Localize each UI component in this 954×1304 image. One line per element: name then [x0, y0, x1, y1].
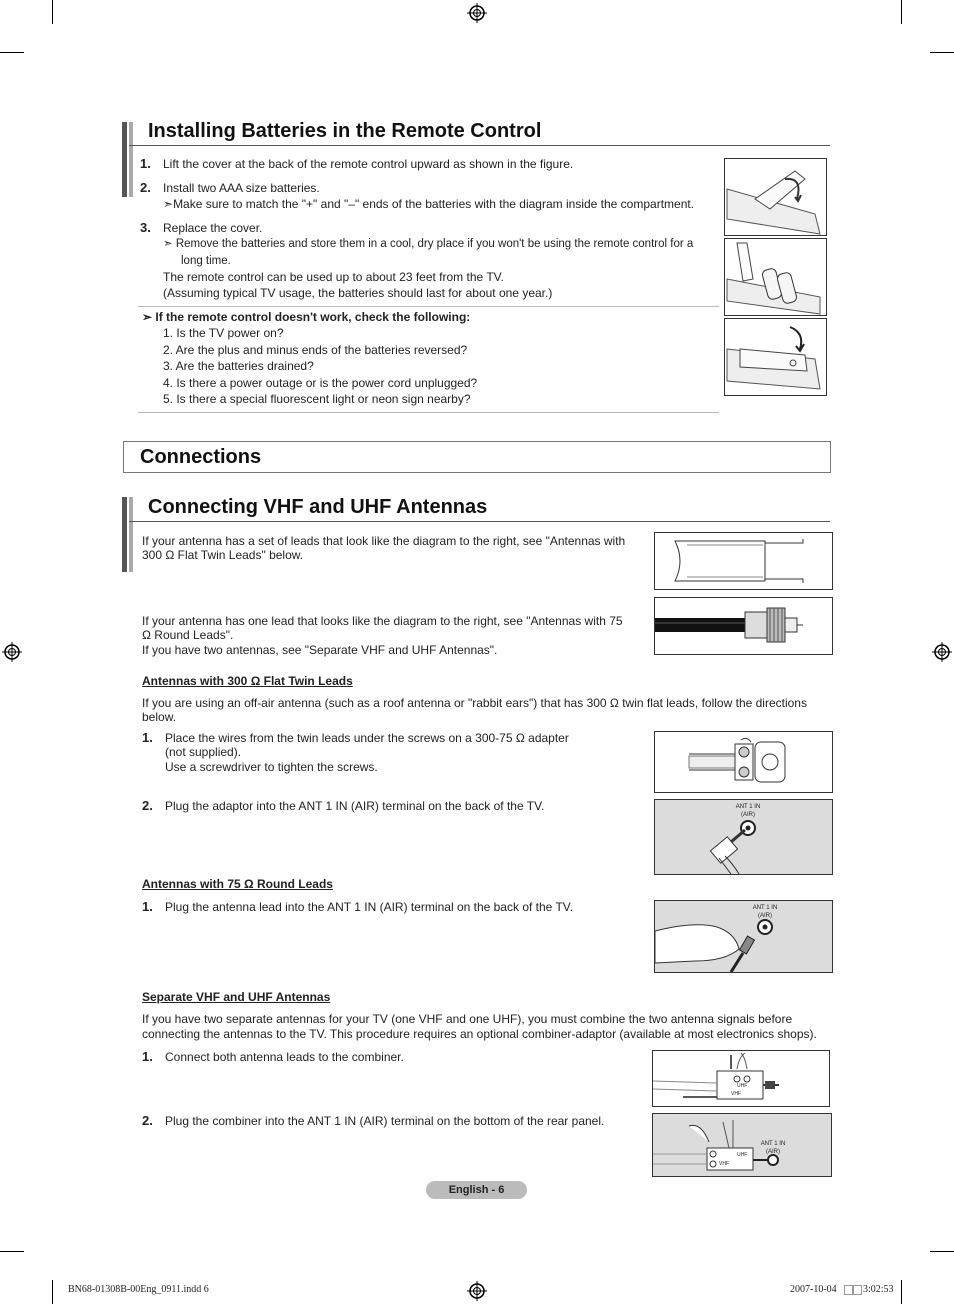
- section-bar: [122, 497, 127, 572]
- step-note: long time.: [181, 255, 231, 267]
- step-text: Plug the combiner into the ANT 1 IN (AIR) terminal on the bottom of the rear panel.: [165, 1114, 605, 1128]
- crop-mark: [901, 0, 902, 24]
- remote-icon: [725, 319, 826, 395]
- remote-batteries-figure: [724, 238, 827, 316]
- figure-label: ANT 1 IN (AIR): [735, 804, 761, 818]
- crop-mark: [52, 1280, 53, 1304]
- registration-mark-icon: [467, 3, 487, 23]
- paragraph: connecting the antennas to the TV. This procedure requires an optional combiner-adaptor (available at most electronics shops).: [142, 1027, 817, 1041]
- section-title: Connecting VHF and UHF Antennas: [148, 496, 488, 518]
- step-number: 1.: [140, 156, 151, 171]
- time-slug: 3:02:53: [863, 1284, 894, 1295]
- section-title: Installing Batteries in the Remote Control: [148, 120, 542, 142]
- remote-cover-figure: [724, 158, 827, 236]
- combiner-figure: [652, 1050, 830, 1107]
- step-text: Install two AAA size batteries.: [163, 181, 320, 195]
- list-item: 2. Are the plus and minus ends of the batteries reversed?: [163, 343, 468, 357]
- list-item: 4. Is there a power outage or is the power cord unplugged?: [163, 376, 478, 390]
- ant-terminal-figure: [654, 900, 833, 973]
- combiner-plug-icon: [653, 1114, 831, 1176]
- arrow-icon: ➣: [142, 310, 156, 324]
- step-extra: The remote control can be used up to about 23 feet from the TV.: [163, 270, 504, 284]
- intro-text: If your antenna has one lead that looks like the diagram to the right, see "Antennas with 75: [142, 614, 623, 628]
- step-number: 1.: [142, 730, 153, 745]
- adapter-figure: [654, 731, 833, 793]
- step-note: ➣Make sure to match the "+" and "–" ends of the batteries with the diagram inside the compartment.: [163, 197, 695, 211]
- list-item: 5. Is there a special fluorescent light or neon sign nearby?: [163, 392, 471, 406]
- battery-icon: [725, 239, 826, 315]
- step-text: Replace the cover.: [163, 221, 263, 235]
- paragraph: below.: [142, 710, 177, 724]
- step-number: 2.: [140, 180, 151, 195]
- arrow-icon: ➣: [163, 197, 174, 211]
- divider: [138, 306, 719, 307]
- figure-label: UHF: [737, 1083, 748, 1089]
- remote-replace-figure: [724, 318, 827, 396]
- list-item: 3. Are the batteries drained?: [163, 359, 314, 373]
- step-text: (not supplied).: [165, 745, 242, 759]
- step-text: Connect both antenna leads to the combiner.: [165, 1050, 404, 1064]
- figure-label: UHF: [737, 1152, 748, 1158]
- step-note: ➣ Remove the batteries and store them in a cool, dry place if you won't be using the remote control for a: [163, 238, 694, 250]
- figure-label: ANT 1 IN (AIR): [760, 1141, 786, 1155]
- registration-mark-icon: [467, 1281, 487, 1301]
- adapter-icon: [655, 732, 832, 792]
- step-text: Plug the adaptor into the ANT 1 IN (AIR) terminal on the back of the TV.: [165, 799, 545, 813]
- step-number: 1.: [142, 1049, 153, 1064]
- round-lead-figure: [654, 597, 833, 655]
- combiner-ant-figure: [652, 1113, 832, 1177]
- registration-mark-icon: [2, 642, 22, 662]
- intro-text: If your antenna has a set of leads that look like the diagram to the right, see "Antennas with: [142, 534, 626, 548]
- subsection-title: Antennas with 75 Ω Round Leads: [142, 877, 333, 891]
- date-slug: 2007-10-04: [790, 1284, 837, 1295]
- section-bar: [122, 122, 127, 197]
- step-number: 2.: [142, 1113, 153, 1128]
- intro-text: 300 Ω Flat Twin Leads" below.: [142, 548, 304, 562]
- crop-mark: [930, 1251, 954, 1252]
- paragraph: If you are using an off-air antenna (such as a roof antenna or "rabbit ears") that has 300 Ω twin flat leads, follow the directions: [142, 696, 807, 710]
- check-title: ➣ If the remote control doesn't work, check the following:: [142, 310, 471, 324]
- coax-cable-icon: [655, 598, 832, 654]
- glyph-box-icon: [844, 1285, 853, 1295]
- step-number: 3.: [140, 220, 151, 235]
- section-rule: [129, 521, 830, 522]
- glyph-box-icon: [853, 1285, 862, 1295]
- subsection-title: Antennas with 300 Ω Flat Twin Leads: [142, 674, 353, 688]
- file-slug: BN68-01308B-00Eng_0911.indd 6: [68, 1284, 209, 1295]
- section-title: Connections: [140, 446, 262, 468]
- step-number: 2.: [142, 798, 153, 813]
- crop-mark: [52, 0, 53, 24]
- step-extra: (Assuming typical TV usage, the batteries should last for about one year.): [163, 286, 553, 300]
- section-bar: [129, 122, 133, 197]
- paragraph: If you have two separate antennas for your TV (one VHF and one UHF), you must combine the two antenna signals before: [142, 1012, 793, 1026]
- page-number-badge: English - 6: [426, 1181, 527, 1199]
- section-rule: [129, 145, 830, 146]
- combiner-icon: [653, 1051, 829, 1106]
- divider: [138, 412, 719, 413]
- section-bar: [129, 497, 133, 572]
- figure-label: VHF: [731, 1091, 741, 1097]
- list-item: 1. Is the TV power on?: [163, 326, 284, 340]
- ant-terminal-figure: [654, 799, 833, 875]
- arrow-icon: ➣: [163, 238, 176, 250]
- subsection-title: Separate VHF and UHF Antennas: [142, 990, 331, 1004]
- twin-lead-figure: [654, 532, 833, 590]
- remote-icon: [725, 159, 826, 235]
- step-text: Use a screwdriver to tighten the screws.: [165, 760, 378, 774]
- crop-mark: [930, 52, 954, 53]
- intro-text: Ω Round Leads".: [142, 628, 234, 642]
- step-number: 1.: [142, 899, 153, 914]
- step-text: Place the wires from the twin leads under the screws on a 300-75 Ω adapter: [165, 731, 569, 745]
- twin-lead-icon: [655, 533, 832, 589]
- step-text: Plug the antenna lead into the ANT 1 IN (AIR) terminal on the back of the TV.: [165, 900, 574, 914]
- crop-mark: [0, 52, 24, 53]
- step-text: Lift the cover at the back of the remote control upward as shown in the figure.: [163, 157, 574, 171]
- figure-label: ANT 1 IN (AIR): [752, 905, 778, 919]
- intro-text: If you have two antennas, see "Separate VHF and UHF Antennas".: [142, 643, 498, 657]
- crop-mark: [0, 1251, 24, 1252]
- registration-mark-icon: [932, 642, 952, 662]
- figure-label: VHF: [719, 1161, 729, 1167]
- crop-mark: [901, 1280, 902, 1304]
